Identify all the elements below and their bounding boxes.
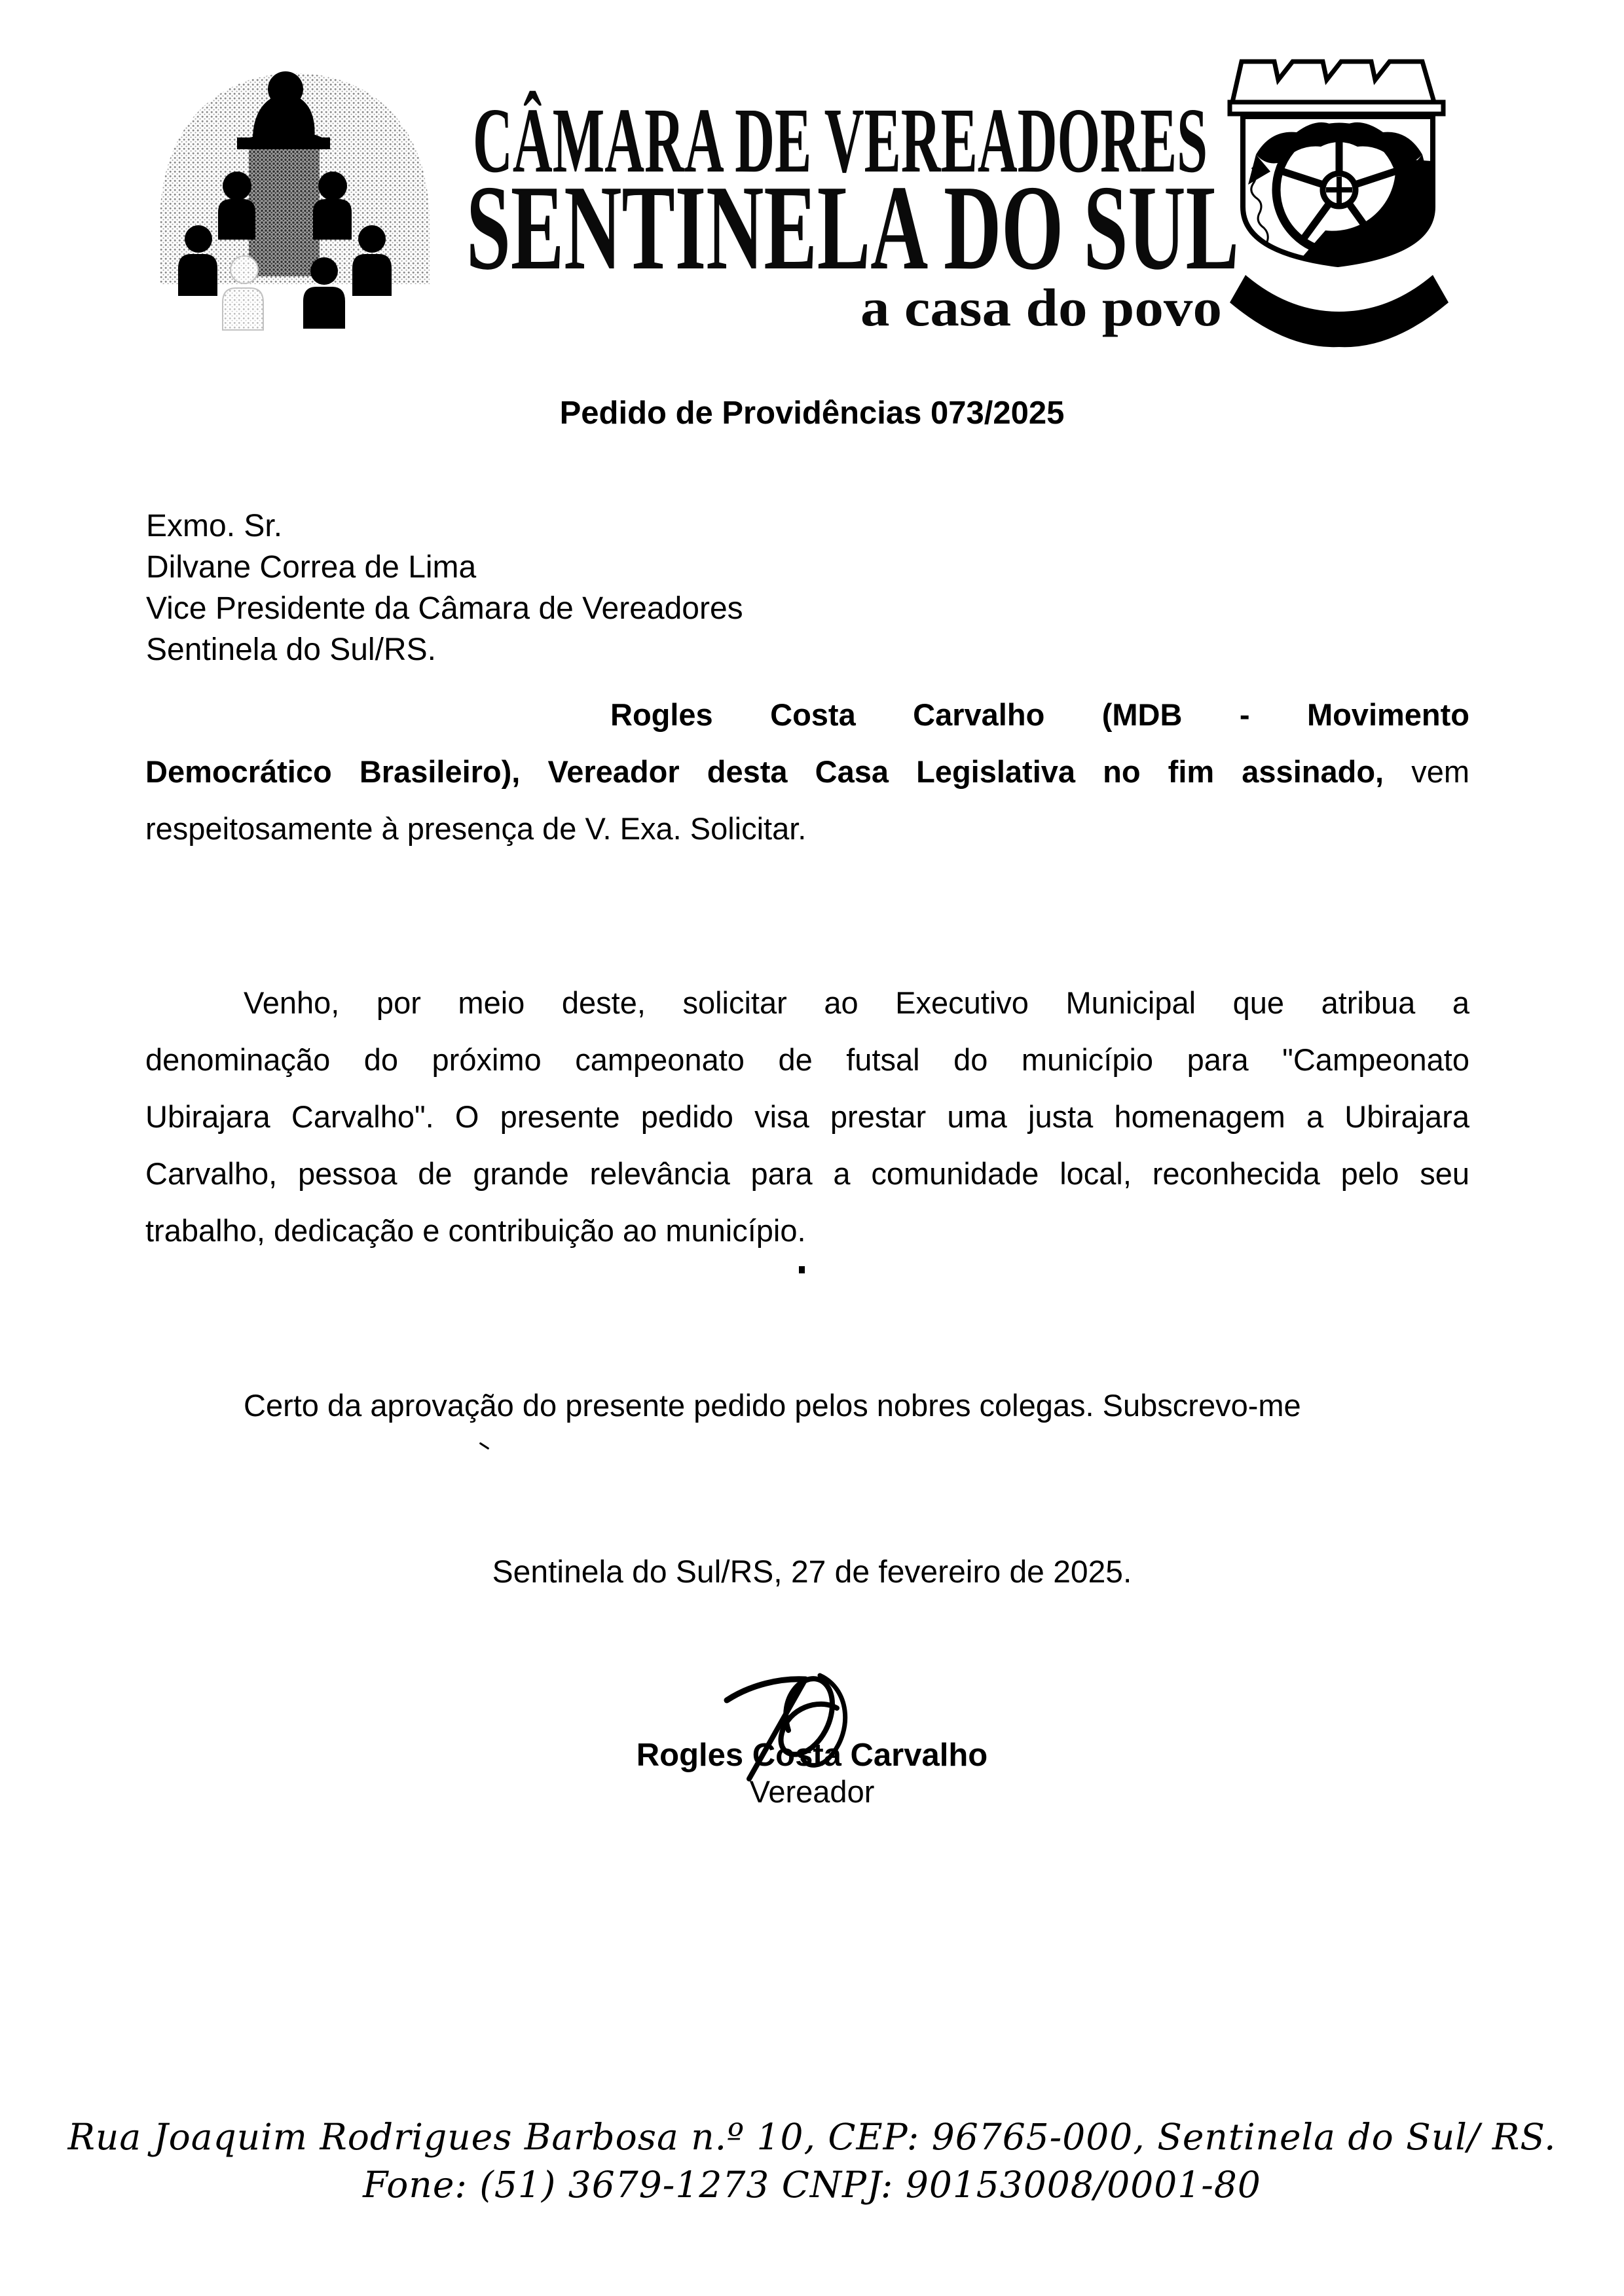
org-name-line1: CÂMARA DE VEREADORES	[473, 88, 1208, 192]
addressee-name: Dilvane Correa de Lima	[146, 550, 477, 585]
assembly-people-emblem	[160, 71, 430, 330]
municipal-coat-of-arms	[1230, 62, 1449, 347]
org-tagline: a casa do povo	[860, 278, 1222, 337]
request-line-2: denominação do próximo campeonato de futsal do município para "Campeonato	[145, 1042, 1469, 1077]
intro-line2-bold: Democrático Brasileiro), Vereador desta Casa Legislativa no fim assinado,	[145, 754, 1384, 789]
request-line-1: Venho, por meio deste, solicitar ao Executivo Municipal que atribua a	[244, 985, 1469, 1020]
document-title: Pedido de Providências 073/2025	[559, 395, 1065, 431]
mural-crown	[1230, 62, 1443, 114]
intro-line3-text: respeitosamente à presença de V. Exa. Solicitar.	[145, 811, 807, 846]
request-paragraph	[145, 974, 1469, 1259]
addressee-role: Vice Presidente da Câmara de Vereadores	[146, 591, 743, 626]
place-and-date-line: Sentinela do Sul/RS, 27 de fevereiro de 2025.	[492, 1555, 1132, 1590]
addressee-city: Sentinela do Sul/RS.	[146, 632, 436, 667]
letterhead	[0, 0, 1624, 419]
signatory-role: Vereador	[749, 1774, 875, 1809]
intro-line-1	[610, 686, 1469, 743]
scan-artifact-tick	[479, 1442, 490, 1450]
banner-ribbon	[1230, 275, 1449, 347]
closing-sentence: Certo da aprovação do presente pedido pelos nobres colegas. Subscrevo-me	[244, 1388, 1301, 1423]
signatory-name: Rogles Costa Carvalho	[636, 1738, 988, 1773]
addressee-salutation: Exmo. Sr.	[146, 509, 283, 543]
intro-line-2	[145, 743, 1469, 800]
intro-line-3	[145, 800, 1469, 857]
footer-contact-line: Fone: (51) 3679-1273 CNPJ: 90153008/0001-80	[363, 2164, 1261, 2206]
scan-artifact-dot	[799, 1266, 805, 1273]
request-line-5: trabalho, dedicação e contribuição ao município.	[145, 1213, 806, 1248]
footer-address-block	[0, 2113, 1624, 2209]
request-line-3: Ubirajara Carvalho". O presente pedido visa prestar uma justa homenagem a Ubirajara	[145, 1099, 1469, 1134]
footer-address-line: Rua Joaquim Rodrigues Barbosa n.º 10, CEP: 96765-000, Sentinela do Sul/ RS.	[67, 2116, 1557, 2158]
request-line-4: Carvalho, pessoa de grande relevância para a comunidade local, reconhecida pelo seu	[145, 1156, 1469, 1191]
addressee-block	[146, 505, 743, 670]
org-name-line2: SENTINELA DO SUL	[466, 160, 1239, 295]
introduction-paragraph	[145, 686, 1469, 857]
intro-line2-normal: vem	[1411, 754, 1469, 789]
intro-line1-bold: Rogles Costa Carvalho (MDB - Movimento	[610, 697, 1469, 732]
